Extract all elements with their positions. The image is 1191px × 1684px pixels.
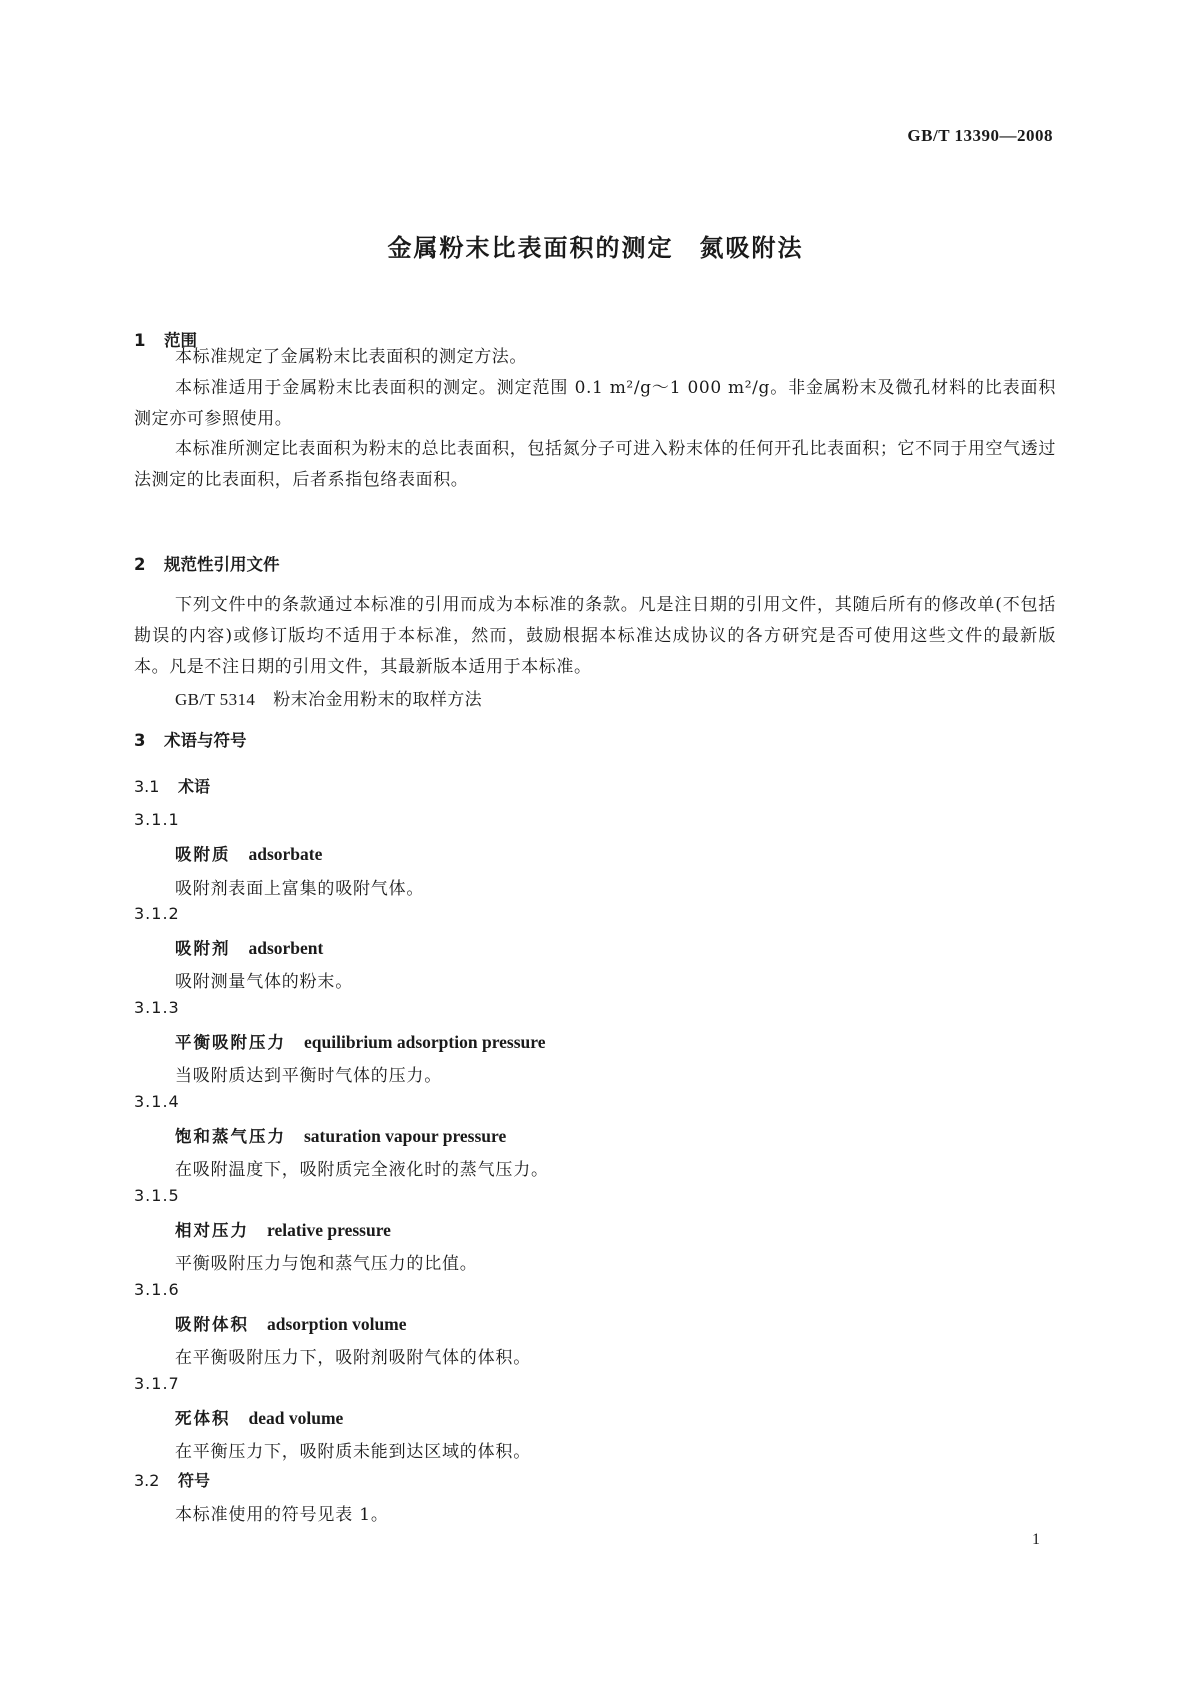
term-heading bbox=[175, 841, 322, 865]
paragraph: 本标准适用于金属粉末比表面积的测定。测定范围 0.1 m²/g～1 000 m²/g。非金属粉末及微孔材料的比表面积测定亦可参照使用。 bbox=[134, 378, 1056, 429]
subsection-number: 3.2 bbox=[134, 1471, 160, 1490]
term-definition: 在吸附温度下，吸附质完全液化时的蒸气压力。 bbox=[175, 1160, 549, 1180]
reference-title: 粉末冶金用粉末的取样方法 bbox=[273, 690, 483, 710]
term-en: adsorbate bbox=[248, 844, 323, 864]
section-heading-2 bbox=[134, 551, 280, 575]
section-number: 2 bbox=[134, 555, 146, 574]
term-number: 3.1.7 bbox=[134, 1374, 180, 1393]
term-heading bbox=[175, 935, 323, 959]
term-zh: 死体积 bbox=[175, 1409, 231, 1428]
term-number: 3.1.4 bbox=[134, 1092, 180, 1111]
section-number: 3 bbox=[134, 731, 146, 750]
document-title: 金属粉末比表面积的测定 氮吸附法 bbox=[387, 234, 804, 262]
section-title: 范围 bbox=[164, 331, 197, 350]
term-en: dead volume bbox=[248, 1408, 344, 1428]
term-heading bbox=[175, 1311, 407, 1335]
subsection-title: 符号 bbox=[178, 1471, 211, 1490]
term-definition: 吸附剂表面上富集的吸附气体。 bbox=[175, 879, 425, 899]
term-zh: 吸附剂 bbox=[175, 939, 231, 958]
term-zh: 平衡吸附压力 bbox=[175, 1033, 286, 1052]
subsection-title: 术语 bbox=[178, 777, 211, 796]
section-title: 术语与符号 bbox=[164, 731, 247, 750]
reference-item bbox=[175, 685, 482, 710]
term-zh: 相对压力 bbox=[175, 1221, 249, 1240]
term-number: 3.1.3 bbox=[134, 998, 180, 1017]
subsection-heading-symbols bbox=[134, 1468, 210, 1491]
term-number: 3.1.2 bbox=[134, 904, 180, 923]
section-title: 规范性引用文件 bbox=[164, 555, 280, 574]
term-zh: 吸附质 bbox=[175, 845, 231, 864]
term-definition: 在平衡吸附压力下，吸附剂吸附气体的体积。 bbox=[175, 1348, 531, 1368]
section-number: 1 bbox=[134, 331, 146, 350]
section-heading-3 bbox=[134, 727, 247, 751]
term-heading bbox=[175, 1123, 506, 1147]
term-number: 3.1.1 bbox=[134, 810, 180, 829]
paragraph: 本标准所测定比表面积为粉末的总比表面积，包括氮分子可进入粉末体的任何开孔比表面积；它不同于用空气透过法测定的比表面积，后者系指包络表面积。 bbox=[134, 439, 1056, 490]
term-heading bbox=[175, 1405, 343, 1429]
term-zh: 吸附体积 bbox=[175, 1315, 249, 1334]
paragraph: 本标准规定了金属粉末比表面积的测定方法。 bbox=[175, 347, 527, 367]
term-zh: 饱和蒸气压力 bbox=[175, 1127, 286, 1146]
page-number: 1 bbox=[1032, 1531, 1040, 1548]
term-number: 3.1.5 bbox=[134, 1186, 180, 1205]
term-en: equilibrium adsorption pressure bbox=[304, 1032, 546, 1052]
subsection-heading-terms bbox=[134, 774, 210, 797]
term-definition: 平衡吸附压力与饱和蒸气压力的比值。 bbox=[175, 1254, 478, 1274]
symbols-note: 本标准使用的符号见表 1。 bbox=[175, 1505, 389, 1525]
paragraph: 下列文件中的条款通过本标准的引用而成为本标准的条款。凡是注日期的引用文件，其随后所有的修改单(不包括勘误的内容)或修订版均不适用于本标准，然而，鼓励根据本标准达成协议的各方研究是否可使用这些文件的最新版本。凡是不注日期的引用文件，其最新版本适用于本标准。 bbox=[134, 595, 1056, 677]
reference-code: GB/T 5314 bbox=[175, 690, 256, 709]
term-en: adsorption volume bbox=[267, 1314, 407, 1334]
term-number: 3.1.6 bbox=[134, 1280, 180, 1299]
term-definition: 在平衡压力下，吸附质未能到达区域的体积。 bbox=[175, 1442, 531, 1462]
term-en: relative pressure bbox=[267, 1220, 391, 1240]
subsection-number: 3.1 bbox=[134, 777, 160, 796]
standard-number: GB/T 13390—2008 bbox=[907, 126, 1053, 145]
term-en: adsorbent bbox=[248, 938, 324, 958]
term-en: saturation vapour pressure bbox=[304, 1126, 507, 1146]
term-definition: 吸附测量气体的粉末。 bbox=[175, 972, 353, 992]
term-definition: 当吸附质达到平衡时气体的压力。 bbox=[175, 1066, 442, 1086]
term-heading bbox=[175, 1217, 391, 1241]
term-heading bbox=[175, 1029, 545, 1053]
